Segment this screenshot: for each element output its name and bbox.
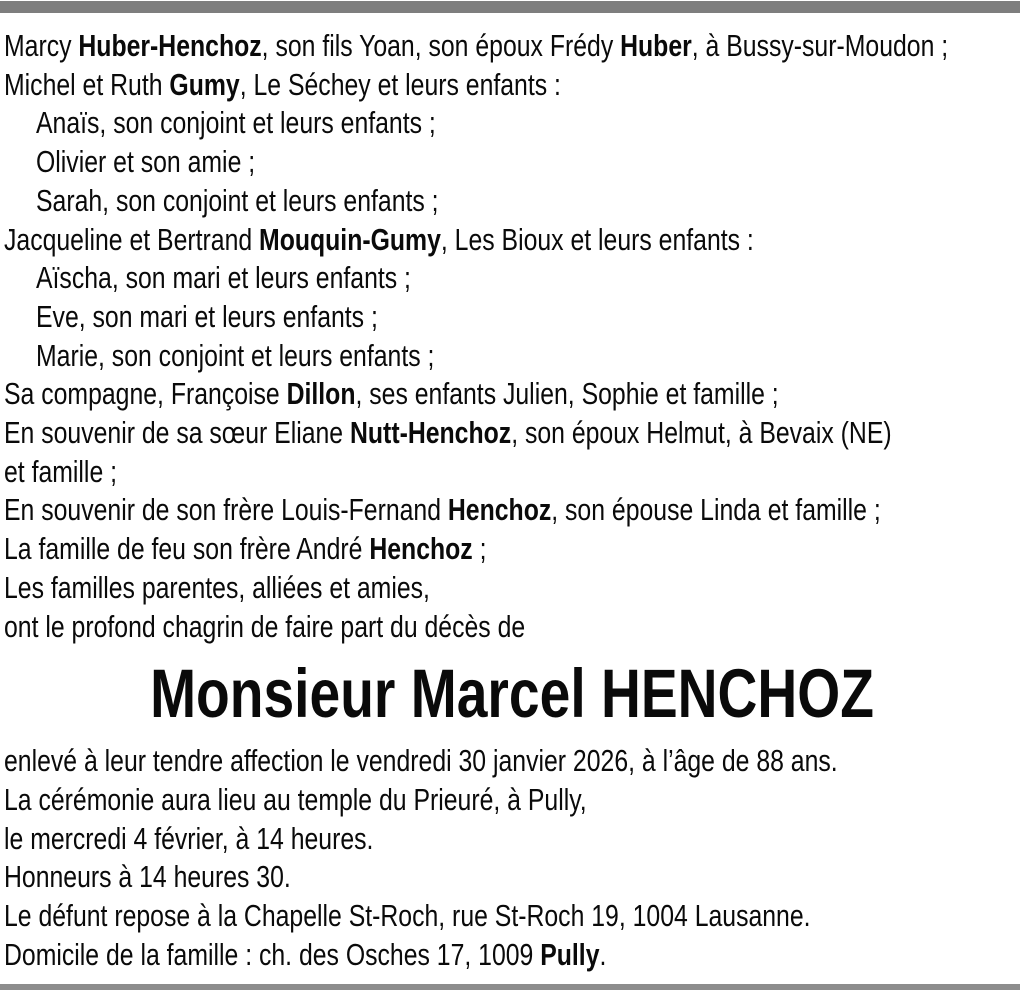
notice-line [4, 66, 1020, 105]
notice-text: En souvenir de son frère Louis-Fernand [4, 492, 448, 528]
notice-text: , son fils Yoan, son époux Frédy [261, 28, 621, 63]
family-name-bold: Dillon [286, 376, 356, 412]
notice-line [4, 897, 1020, 936]
notice-line [4, 298, 1020, 337]
notice-line [4, 858, 1020, 897]
notice-text: Anaïs, son conjoint et leurs enfants ; [36, 105, 436, 141]
notice-text: Marcy [4, 28, 79, 63]
notice-text: Sarah, son conjoint et leurs enfants ; [36, 182, 439, 218]
notice-line [4, 182, 1020, 221]
notice-text: Jacqueline et Bertrand [4, 221, 260, 257]
notice-line [4, 781, 1020, 820]
ceremony-details-section [4, 742, 1020, 974]
notice-text: ont le profond chagrin de faire part du décès de [4, 608, 526, 644]
notice-line [4, 608, 1020, 647]
notice-line [4, 27, 1020, 66]
notice-text: Sa compagne, Françoise [4, 376, 287, 412]
deceased-name-title: Monsieur Marcel HENCHOZ [150, 655, 874, 733]
family-name-bold: Huber-Henchoz [78, 28, 262, 63]
notice-text: La famille de feu son frère André [4, 531, 370, 567]
notice-text: Le défunt repose à la Chapelle St-Roch, rue St-Roch 19, 1004 Lausanne. [4, 898, 811, 934]
notice-text: En souvenir de sa sœur Eliane [4, 415, 350, 451]
family-name-bold: Nutt-Henchoz [350, 415, 512, 451]
notice-line [4, 221, 1020, 260]
family-name-bold: Huber [620, 28, 692, 63]
family-name-bold: Gumy [169, 66, 240, 102]
notice-line [4, 414, 1020, 453]
notice-text: Michel et Ruth [4, 66, 170, 102]
family-name-bold: Mouquin-Gumy [259, 221, 441, 257]
family-name-bold: Henchoz [447, 492, 552, 528]
notice-line [4, 375, 1020, 414]
notice-text: le mercredi 4 février, à 14 heures. [4, 820, 374, 856]
notice-line [4, 259, 1020, 298]
notice-line [4, 569, 1020, 608]
notice-line [4, 936, 1020, 975]
notice-line [4, 337, 1020, 376]
notice-text: , à Bussy-sur-Moudon ; [691, 28, 949, 63]
notice-line [4, 530, 1020, 569]
notice-text: , Le Séchey et leurs enfants : [239, 66, 561, 102]
notice-text: Eve, son mari et leurs enfants ; [36, 298, 378, 334]
notice-line [4, 104, 1020, 143]
notice-line [4, 820, 1020, 859]
notice-text: , ses enfants Julien, Sophie et famille ; [355, 376, 779, 412]
notice-text: Honneurs à 14 heures 30. [4, 859, 291, 895]
notice-text: Les familles parentes, alliées et amies, [4, 569, 430, 605]
notice-line [4, 143, 1020, 182]
notice-line [4, 742, 1020, 781]
notice-text: , Les Bioux et leurs enfants : [440, 221, 754, 257]
notice-line [4, 491, 1020, 530]
family-intro-section [4, 27, 1020, 646]
obituary-notice [0, 13, 1020, 974]
notice-text: ; [472, 531, 487, 567]
notice-line [4, 453, 1020, 492]
bottom-divider-bar [0, 984, 1020, 990]
top-divider-bar [0, 1, 1020, 13]
notice-text: . [599, 936, 607, 972]
notice-text: Domicile de la famille : ch. des Osches 17, 1009 [4, 936, 541, 972]
notice-text: et famille ; [4, 453, 118, 489]
notice-text: , son époux Helmut, à Bevaix (NE) [511, 415, 892, 451]
notice-text: Aïscha, son mari et leurs enfants ; [36, 260, 411, 296]
notice-text: La cérémonie aura lieu au temple du Prieuré, à Pully, [4, 781, 587, 817]
family-name-bold: Pully [540, 936, 600, 972]
notice-text: , son épouse Linda et famille ; [551, 492, 881, 528]
notice-text: Olivier et son amie ; [36, 144, 256, 180]
notice-text: enlevé à leur tendre affection le vendredi 30 janvier 2026, à l’âge de 88 ans. [4, 743, 838, 779]
notice-text: Marie, son conjoint et leurs enfants ; [36, 337, 435, 373]
family-name-bold: Henchoz [369, 531, 473, 567]
